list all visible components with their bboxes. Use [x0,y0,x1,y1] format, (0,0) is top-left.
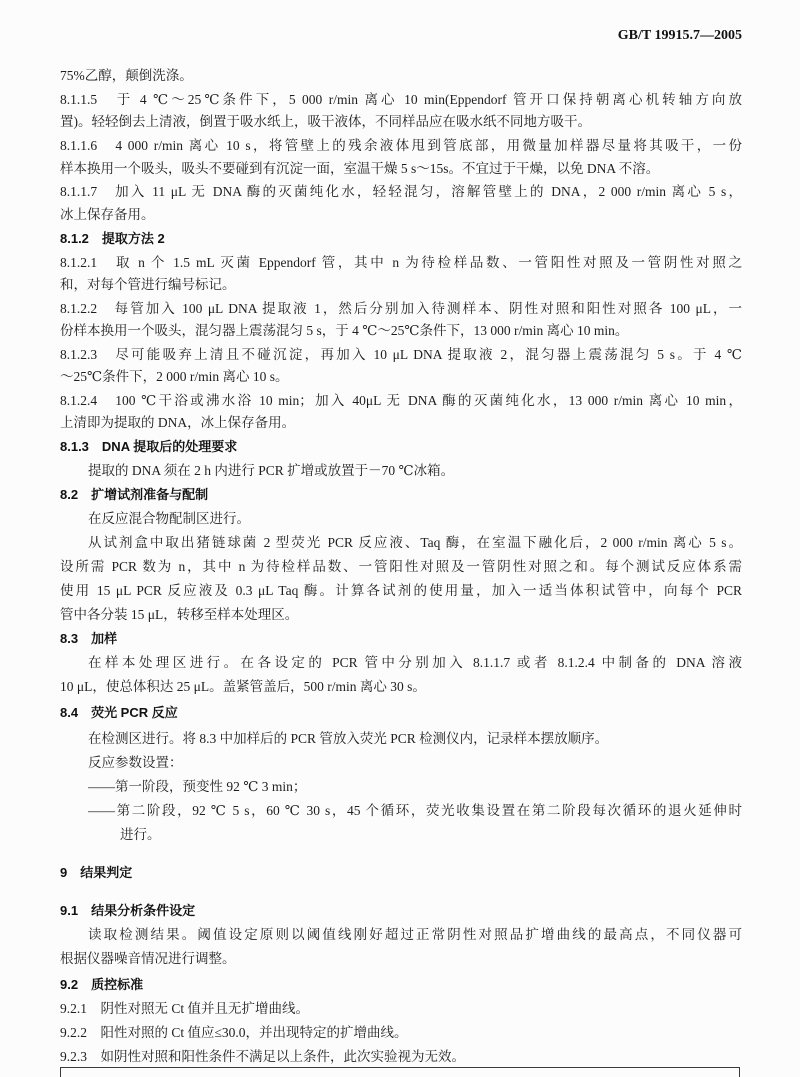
clause-8-1-2-1: 8.1.2.1 取 n 个 1.5 mL 灭菌 Eppendorf 管，其中 n 为待检样品数、一管阳性对照及一管阴性对照之 [60,255,742,270]
text-line: 10 μL，使总体积达 25 μL。盖紧管盖后，500 r/min 离心 30 s。 [60,679,426,694]
chapter-heading-9: 9 结果判定 [60,865,133,880]
text-line: 反应参数设置： [88,755,183,770]
text-line: 根据仪器噪音情况进行调整。 [60,951,236,966]
clause-8-1-2-2: 8.1.2.2 每管加入 100 μL DNA 提取液 1，然后分别加入待测样本、阴性对照和阳性对照各 100 μL，一 [60,301,742,316]
clause-8-1-2-4: 8.1.2.4 100 ℃干浴或沸水浴 10 min；加入 40μL 无 DNA 酶的灭菌纯化水，13 000 r/min 离心 10 min， [60,393,742,408]
text-line: 在检测区进行。将 8.3 中加样后的 PCR 管放入荧光 PCR 检测仪内，记录样本摆放顺序。 [88,731,609,746]
text-line: 从试剂盒中取出猪链球菌 2 型荧光 PCR 反应液、Taq 酶，在室温下融化后，2 000 r/min 离心 5 s。 [88,535,742,550]
text-line: 使用 15 μL PCR 反应液及 0.3 μL Taq 酶。计算各试剂的使用量，加入一适当体积试管中，向每个 PCR [60,583,742,598]
text-line: 75%乙醇，颠倒洗涤。 [60,68,193,83]
section-heading-8-3: 8.3 加样 [60,631,118,646]
clause-9-2-2: 9.2.2 阳性对照的 Ct 值应≤30.0，并出现特定的扩增曲线。 [60,1025,408,1040]
text-line: 在反应混合物配制区进行。 [88,511,250,526]
clause-8-1-1-7: 8.1.1.7 加入 11 μL 无 DNA 酶的灭菌纯化水，轻轻混匀，溶解管壁上的 DNA，2 000 r/min 离心 5 s， [60,184,742,199]
text-line: 管中各分装 15 μL，转移至样本处理区。 [60,607,299,622]
section-heading-8-1-3: 8.1.3 DNA 提取后的处理要求 [60,439,238,454]
clause-9-2-1: 9.2.1 阴性对照无 Ct 值并且无扩增曲线。 [60,1001,310,1016]
section-heading-8-4: 8.4 荧光 PCR 反应 [60,705,178,720]
list-item: ——第一阶段，预变性 92 ℃ 3 min； [88,779,307,794]
clause-8-1-1-5: 8.1.1.5 于 4 ℃～25℃条件下，5 000 r/min 离心 10 min(Eppendorf 管开口保持朝离心机转轴方向放 [60,92,742,107]
clause-8-1-2-3: 8.1.2.3 尽可能吸弃上清且不碰沉淀，再加入 10 μL DNA 提取液 2，混匀器上震荡混匀 5 s。于 4 ℃ [60,347,742,362]
section-heading-8-2: 8.2 扩增试剂准备与配制 [60,487,209,502]
text-line: 份样本换用一个吸头，混匀器上震荡混匀 5 s，于 4 ℃～25℃条件下，13 000 r/min 离心 10 min。 [60,323,629,338]
text-line: 和，对每个管进行编号标记。 [60,277,236,292]
section-heading-9-2: 9.2 质控标准 [60,977,144,992]
clause-8-1-1-6: 8.1.1.6 4 000 r/min 离心 10 s，将管壁上的残余液体甩到管底部，用微量加样器尽量将其吸干，一份 [60,138,742,153]
text-line: 置)。轻轻倒去上清液，倒置于吸水纸上，吸干液体，不同样品应在吸水纸不同地方吸干。 [60,114,591,129]
list-item: ——第二阶段，92 ℃ 5 s，60 ℃ 30 s，45 个循环，荧光收集设置在第二阶段每次循环的退火延伸时 [88,803,742,818]
clause-9-2-3: 9.2.3 如阴性对照和阳性条件不满足以上条件，此次实验视为无效。 [60,1049,465,1064]
table-frame [60,1067,740,1077]
text-line: 样本换用一个吸头，吸头不要碰到有沉淀一面，室温干燥 5 s～15s。不宜过于干燥，以免 DNA 不溶。 [60,161,660,176]
text-line: ～25℃条件下，2 000 r/min 离心 10 s。 [60,369,289,384]
section-heading-8-1-2: 8.1.2 提取方法 2 [60,231,165,246]
text-line: 在样本处理区进行。在各设定的 PCR 管中分别加入 8.1.1.7 或者 8.1.2.4 中制备的 DNA 溶液 [88,655,742,670]
text-line: 设所需 PCR 数为 n，其中 n 为待检样品数、一管阳性对照及一管阴性对照之和。每个测试反应体系需 [60,559,742,574]
text-line: 进行。 [120,827,161,842]
text-line: 提取的 DNA 须在 2 h 内进行 PCR 扩增或放置于－70 ℃冰箱。 [88,463,455,478]
text-line: 上清即为提取的 DNA，冰上保存备用。 [60,415,296,430]
section-heading-9-1: 9.1 结果分析条件设定 [60,903,196,918]
standard-number: GB/T 19915.7—2005 [617,28,742,43]
text-line: 读取检测结果。阈值设定原则以阈值线刚好超过正常阴性对照品扩增曲线的最高点，不同仪器可 [88,927,742,942]
text-line: 冰上保存备用。 [60,207,155,222]
